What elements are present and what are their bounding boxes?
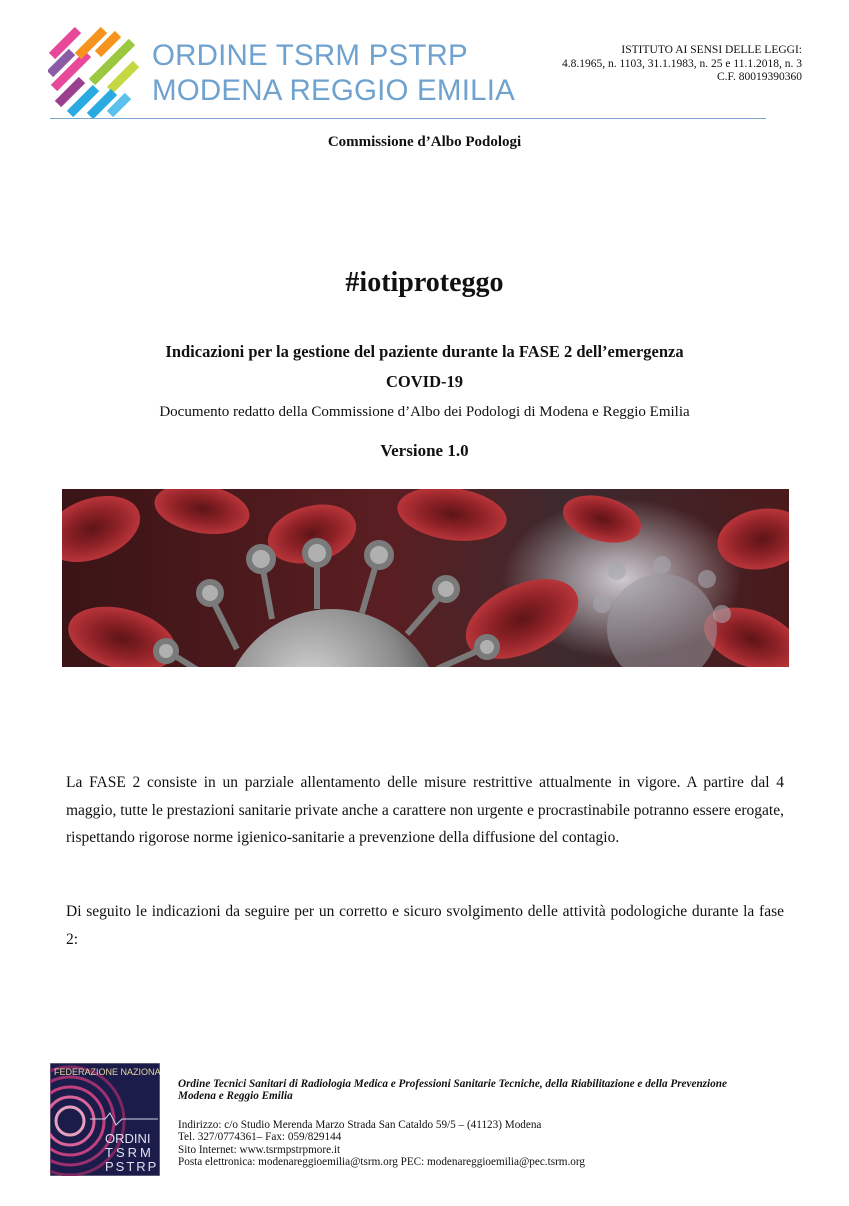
footer-email: Posta elettronica: modenareggioemilia@tsrm.org PEC: modenareggioemilia@pec.tsrm.org (178, 1156, 585, 1169)
legal-line1: ISTITUTO AI SENSI DELLE LEGGI: (621, 44, 802, 56)
fnomi-line2: TSRM (105, 1145, 154, 1160)
document-author: Documento redatto della Commissione d’Albo dei Podologi di Modena e Reggio Emilia (159, 404, 690, 420)
document-version: Versione 1.0 (380, 441, 469, 460)
ordine-logo-icon (48, 26, 140, 118)
fnomi-line1: ORDINI (105, 1131, 151, 1146)
document-title: Indicazioni per la gestione del paziente durante la FASE 2 dell’emergenza (165, 342, 684, 361)
fnomi-logo (50, 1063, 160, 1176)
legal-line2: 4.8.1965, n. 1103, 31.1.1983, n. 25 e 11.1.2018, n. 3 (561, 57, 802, 70)
footer-org-full-line2: Modena e Reggio Emilia (178, 1090, 293, 1103)
virus-hero-image (62, 489, 789, 667)
commission-heading: Commissione d’Albo Podologi (327, 134, 522, 150)
footer-website: Sito Internet: www.tsrmpstrpmore.it (178, 1143, 341, 1156)
fnomi-logo-icon (50, 1063, 160, 1176)
footer-phone: Tel. 327/0774361– Fax: 059/829144 (178, 1131, 342, 1144)
body-paragraph-2: Di seguito le indicazioni da seguire per un corretto e sicuro svolgimento delle attività podologiche durante la fase 2: (66, 903, 784, 948)
org-name-line2: MODENA REGGIO EMILIA (152, 74, 515, 107)
footer-org-full-line1: Ordine Tecnici Sanitari di Radiologia Medica e Professioni Sanitarie Tecniche, della Riabilitazione e della Prevenzione (178, 1078, 727, 1090)
body-paragraph-1: La FASE 2 consiste in un parziale allentamento delle misure restrittive attualmente in vigore. A partire dal 4 maggio, tutte le prestazioni sanitarie private anche a carattere non urgente e procrastinabile potranno essere erogate, rispettando rigorose norme igienico-sanitarie a prevenzione della diffusione del contagio. (66, 774, 784, 846)
document-subtitle: COVID-19 (386, 372, 463, 391)
legal-line3: C.F. 80019390360 (716, 71, 802, 83)
fnomi-top-text: FEDERAZIONE NAZIONALE (54, 1067, 160, 1077)
footer-contacts (178, 1078, 727, 1168)
footer-address: Indirizzo: c/o Studio Merenda Marzo Strada San Cataldo 59/5 – (41123) Modena (178, 1118, 542, 1131)
fnomi-line3: PSTRP (105, 1159, 159, 1174)
legal-notice (562, 44, 802, 85)
org-name-line1: ORDINE TSRM PSTRP (152, 39, 468, 72)
hashtag-title: #iotiproteggo (345, 267, 504, 298)
header-divider (50, 118, 766, 119)
